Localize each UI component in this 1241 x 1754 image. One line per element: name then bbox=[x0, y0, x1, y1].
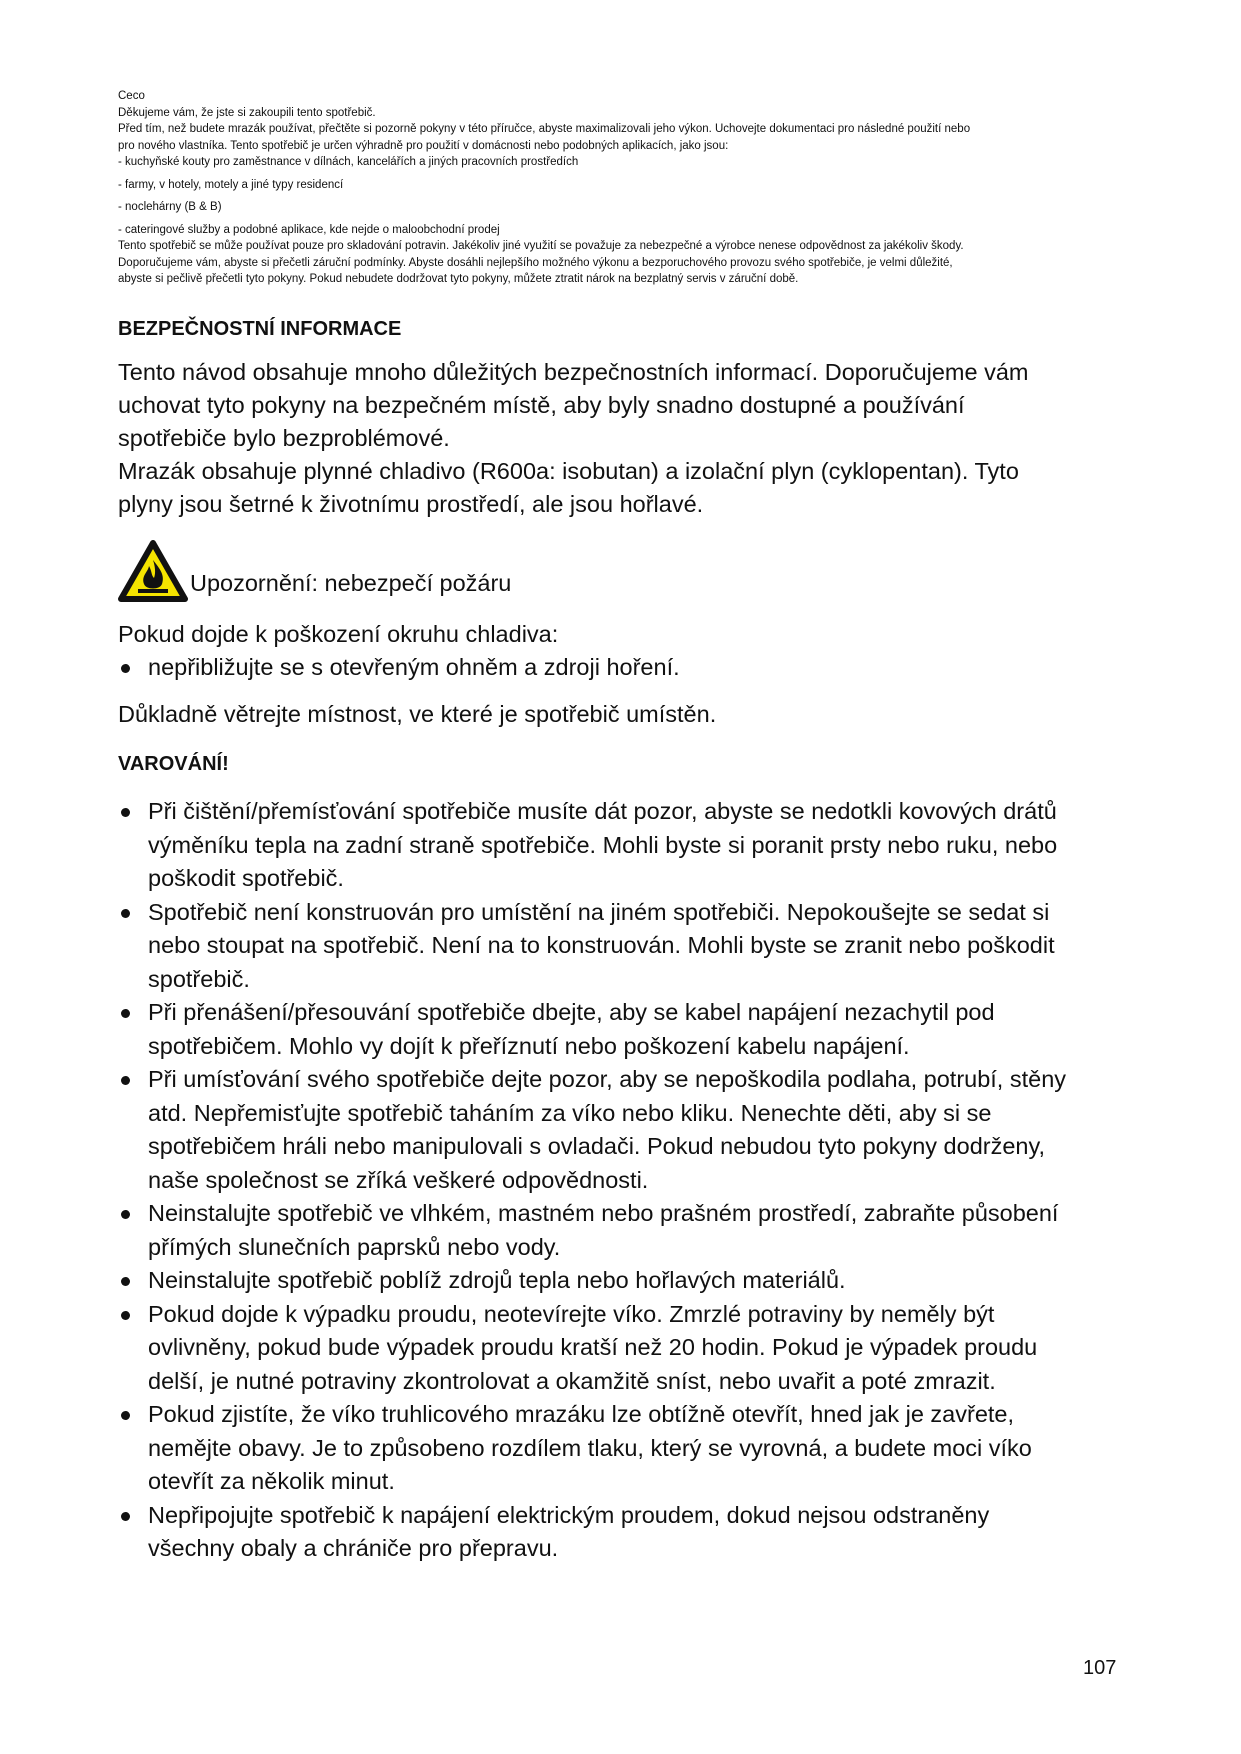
bullet-icon bbox=[121, 664, 130, 673]
bullet-icon bbox=[121, 1009, 130, 1018]
damage-intro: Pokud dojde k poškození okruhu chladiva: bbox=[118, 620, 559, 647]
fire-hazard-icon bbox=[118, 540, 188, 602]
warning-line: delší, je nutné potraviny zkontrolovat a okamžitě sníst, nebo uvařit a poté zmrazit. bbox=[148, 1367, 996, 1394]
warning-line: poškodit spotřebič. bbox=[148, 865, 344, 891]
intro-title: Ceco bbox=[118, 90, 145, 102]
intro-warranty-2: abyste si pečlivě přečetli tyto pokyny. Pokud nebudete dodržovat tyto pokyny, můžete ztratit nárok na bezplatný servis v záruční době. bbox=[118, 273, 799, 285]
list-item bbox=[118, 651, 1123, 685]
list-item bbox=[118, 1197, 1123, 1264]
warning-line: ovlivněny, pokud bude výpadek proudu kratší než 20 hodin. Pokud je výpadek proudu bbox=[148, 1334, 1038, 1360]
warning-line: nemějte obavy. Je to způsobeno rozdílem tlaku, který se vyrovná, a budete moci víko bbox=[148, 1434, 1032, 1461]
fire-warning-text: Upozornění: nebezpečí požáru bbox=[190, 569, 512, 596]
list-item bbox=[118, 1298, 1123, 1399]
warning-line: všechny obaly a chrániče pro přepravu. bbox=[148, 1535, 559, 1561]
page-number: 107 bbox=[1083, 1657, 1117, 1679]
warning-line: Při přenášení/přesouvání spotřebiče dbejte, aby se kabel napájení nezachytil pod bbox=[148, 999, 995, 1025]
warning-line: Neinstalujte spotřebič ve vlhkém, mastném nebo prašném prostředí, zabraňte působení bbox=[148, 1200, 1059, 1226]
ventilate-text: Důkladně větrejte místnost, ve které je spotřebič umístěn. bbox=[118, 701, 717, 727]
warning-line: Při umísťování svého spotřebiče dejte pozor, aby se nepoškodila podlaha, potrubí, stěny bbox=[148, 1066, 1067, 1092]
warning-line: výměníku tepla na zadní straně spotřebiče. Mohli byste si poranit prsty nebo ruku, nebo bbox=[148, 831, 1058, 858]
intro-warranty-1: Doporučujeme vám, abyste si přečetli záruční podmínky. Abyste dosáhli nejlepšího možného výkonu a bezporuchového provozu svého spotřebiče, je velmi důležité, bbox=[118, 256, 953, 269]
warning-line: přímých slunečních paprsků nebo vody. bbox=[148, 1233, 561, 1260]
warning-line: nebo stoupat na spotřebič. Není na to konstruován. Mohli byste se zranit nebo poškodit bbox=[148, 932, 1055, 958]
warning-line: otevřít za několik minut. bbox=[148, 1468, 395, 1494]
bullet-icon bbox=[121, 909, 130, 918]
intro-use-item: - cateringové služby a podobné aplikace, kde nejde o maloobchodní prodej bbox=[118, 223, 500, 236]
intro-thanks: Děkujeme vám, že jste si zakoupili tento spotřebič. bbox=[118, 106, 376, 119]
bullet-icon bbox=[121, 1411, 130, 1420]
intro-section bbox=[118, 88, 1123, 288]
warning-line: Při čištění/přemísťování spotřebiče musíte dát pozor, abyste se nedotkli kovových drátů bbox=[148, 798, 1057, 824]
bullet-icon bbox=[121, 808, 130, 817]
list-item bbox=[118, 996, 1123, 1063]
safety-text bbox=[118, 356, 1123, 521]
warning-line: Pokud zjistíte, že víko truhlicového mrazáku lze obtížně otevřít, hned jak je zavřete, bbox=[148, 1401, 1015, 1427]
intro-use-item: - kuchyňské kouty pro zaměstnance v dílnách, kancelářích a jiných pracovních prostředích bbox=[118, 156, 579, 168]
warning-line: Neinstalujte spotřebič poblíž zdrojů tepla nebo hořlavých materiálů. bbox=[148, 1267, 846, 1293]
bullet-icon bbox=[121, 1512, 130, 1521]
warning-line: spotřebičem. Mohlo vy dojít k přeříznutí nebo poškození kabelu napájení. bbox=[148, 1032, 910, 1059]
list-item bbox=[118, 1063, 1123, 1197]
warning-line: Nepřipojujte spotřebič k napájení elektrickým proudem, dokud nejsou odstraněny bbox=[148, 1501, 990, 1528]
safety-line: spotřebiče bylo bezproblémové. bbox=[118, 424, 450, 451]
bullet-icon bbox=[121, 1311, 130, 1320]
intro-use-item: - farmy, v hotely, motely a jiné typy residencí bbox=[118, 178, 344, 191]
document-page bbox=[118, 88, 1123, 1566]
intro-use-item: - noclehárny (B & B) bbox=[118, 201, 222, 213]
warning-line: atd. Nepřemisťujte spotřebič taháním za víko nebo kliku. Nenechte děti, aby si se bbox=[148, 1099, 992, 1126]
warning-heading: VAROVÁNÍ! bbox=[118, 753, 229, 775]
warning-line: spotřebičem hráli nebo manipulovali s ovladači. Pokud nebudou tyto pokyny dodrženy, bbox=[148, 1133, 1046, 1159]
warning-list bbox=[118, 795, 1123, 1566]
list-item bbox=[118, 1398, 1123, 1499]
damage-list bbox=[118, 651, 1123, 685]
safety-line: Tento návod obsahuje mnoho důležitých bezpečnostních informací. Doporučujeme vám bbox=[118, 358, 1029, 385]
damage-bullet: nepřibližujte se s otevřeným ohněm a zdroji hoření. bbox=[148, 653, 680, 680]
warning-line: naše společnost se zříká veškeré odpovědnosti. bbox=[148, 1166, 649, 1193]
bullet-icon bbox=[121, 1210, 130, 1219]
bullet-icon bbox=[121, 1076, 130, 1085]
list-item bbox=[118, 795, 1123, 896]
safety-line: Mrazák obsahuje plynné chladivo (R600a: isobutan) a izolační plyn (cyklopentan). Tyto bbox=[118, 457, 1019, 484]
list-item bbox=[118, 1264, 1123, 1298]
warning-line: spotřebič. bbox=[148, 965, 250, 992]
warning-line: Spotřebič není konstruován pro umístění na jiném spotřebiči. Nepokoušejte se sedat si bbox=[148, 898, 1050, 925]
safety-heading: BEZPEČNOSTNÍ INFORMACE bbox=[118, 317, 402, 340]
intro-before-use-1: Před tím, než budete mrazák používat, přečtěte si pozorně pokyny v této příručce, abyste maximalizovali jeho výkon. Uchovejte dokumentaci pro následné použití nebo bbox=[118, 123, 971, 135]
list-item bbox=[118, 896, 1123, 997]
intro-before-use-2: pro nového vlastníka. Tento spotřebič je určen výhradně pro použití v domácnosti nebo podobných aplikacích, jako jsou: bbox=[118, 139, 729, 152]
bullet-icon bbox=[121, 1277, 130, 1286]
intro-storage-only: Tento spotřebič se může používat pouze pro skladování potravin. Jakékoliv jiné využití se považuje za nebezpečné a výrobce nenese odpovědnost za jakékoliv škody. bbox=[118, 240, 964, 252]
safety-line: uchovat tyto pokyny na bezpečném místě, aby byly snadno dostupné a používání bbox=[118, 391, 965, 418]
warning-line: Pokud dojde k výpadku proudu, neotevírejte víko. Zmrzlé potraviny by neměly být bbox=[148, 1300, 995, 1327]
list-item bbox=[118, 1499, 1123, 1566]
safety-line: plyny jsou šetrné k životnímu prostředí, ale jsou hořlavé. bbox=[118, 490, 704, 517]
fire-warning-row bbox=[118, 540, 1123, 602]
